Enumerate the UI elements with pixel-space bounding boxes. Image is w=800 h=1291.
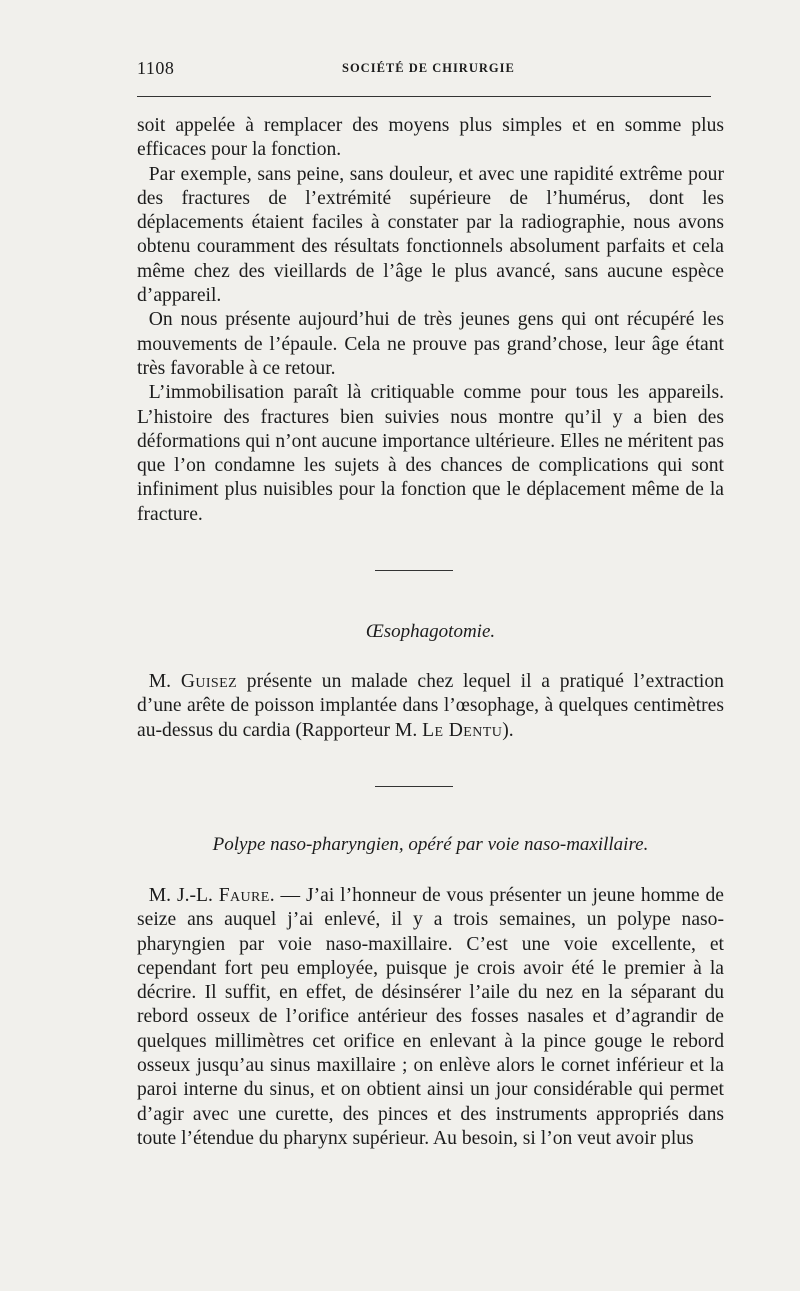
speaker-name: Faure [218, 885, 270, 906]
paragraph: Par exemple, sans peine, sans douleur, et avec une rapidité extrême pour des fractures de l’extrémité supérieure de l’humérus, dont les déplacements étaient faciles à constater par la radiographie, nous avons obtenu couramment des résultats fonctionnels absolument parfaits et cela même chez des vieillards de l’âge le plus avancé, sans aucune espèce d’appareil. [137, 163, 724, 307]
paragraph: soit appelée à remplacer des moyens plus simples et en somme plus efficaces pour la fonction. [137, 115, 724, 161]
paragraph [137, 884, 724, 1151]
page-number: 1108 [137, 58, 175, 78]
rapporteur-name: Le Dentu [422, 719, 503, 741]
section-fractures-text [137, 114, 724, 527]
title-part: , opéré par voie naso-maxillaire. [398, 834, 649, 855]
paragraph-end: ). [502, 719, 514, 741]
section-oesophagotomie-text [137, 670, 724, 743]
lead-text: M. J.-L. [148, 885, 219, 906]
section-separator [375, 786, 453, 787]
title-part: Polype naso-pharyngien [212, 834, 399, 855]
page-header [137, 58, 711, 82]
paragraph: L’immobilisation paraît là critiquable comme pour tous les appareils. L’histoire des fractures bien suivies nous montre qu’il y a bien des déformations qui n’ont aucune importance ultérieure. Elles ne méritent pas que l’on condamne les sujets à des chances de complications qui sont infiniment plus nuisibles pour la fonction que le déplacement même de la fracture. [137, 382, 724, 525]
paragraph [137, 670, 724, 743]
running-head: SOCIÉTÉ DE CHIRURGIE [342, 61, 515, 75]
speaker-name: Guisez [180, 671, 238, 692]
paragraph: On nous présente aujourd’hui de très jeunes gens qui ont récupéré les mouvements de l’épaule. Cela ne prouve pas grand’chose, leur âge étant très favorable à ce retour. [137, 309, 724, 379]
paragraph-text: présente un malade chez lequel il a pratiqué l’extraction d’une arête de poisson implantée dans l’œsophage, à quelques centimètres au-dessus du cardia (Rapporteur M. [137, 671, 724, 741]
section-polype-text [137, 884, 724, 1151]
header-rule [137, 96, 711, 97]
paragraph-text: . — J’ai l’honneur de vous présenter un jeune homme de seize ans auquel j’ai enlevé, il y a trois semaines, un polype naso-pharyngien par voie naso-maxillaire. C’est une voie excellente, et cependant fort peu employée, puisque je crois avoir été le premier à la décrire. Il suffit, en effet, de désinsérer l’aile du nez en la séparant du rebord osseux de l’orifice antérieur des fosses nasales et d’agrandir de quelques millimètres cet orifice en enlevant à la pince gouge le rebord osseux jusqu’au sinus maxillaire ; on enlève alors le cornet inférieur et la paroi interne du sinus, et on obtient ainsi un jour considérable qui permet d’agir avec une curette, des pinces et des instruments appropriés dans toute l’étendue du pharynx supérieur. Au besoin, si l’on veut avoir plus [137, 885, 724, 1149]
lead-text: M. [148, 671, 181, 692]
section-separator [375, 570, 453, 571]
section-title-polype [137, 834, 724, 856]
section-title-oesophagotomie: Œsophagotomie. [365, 621, 496, 642]
